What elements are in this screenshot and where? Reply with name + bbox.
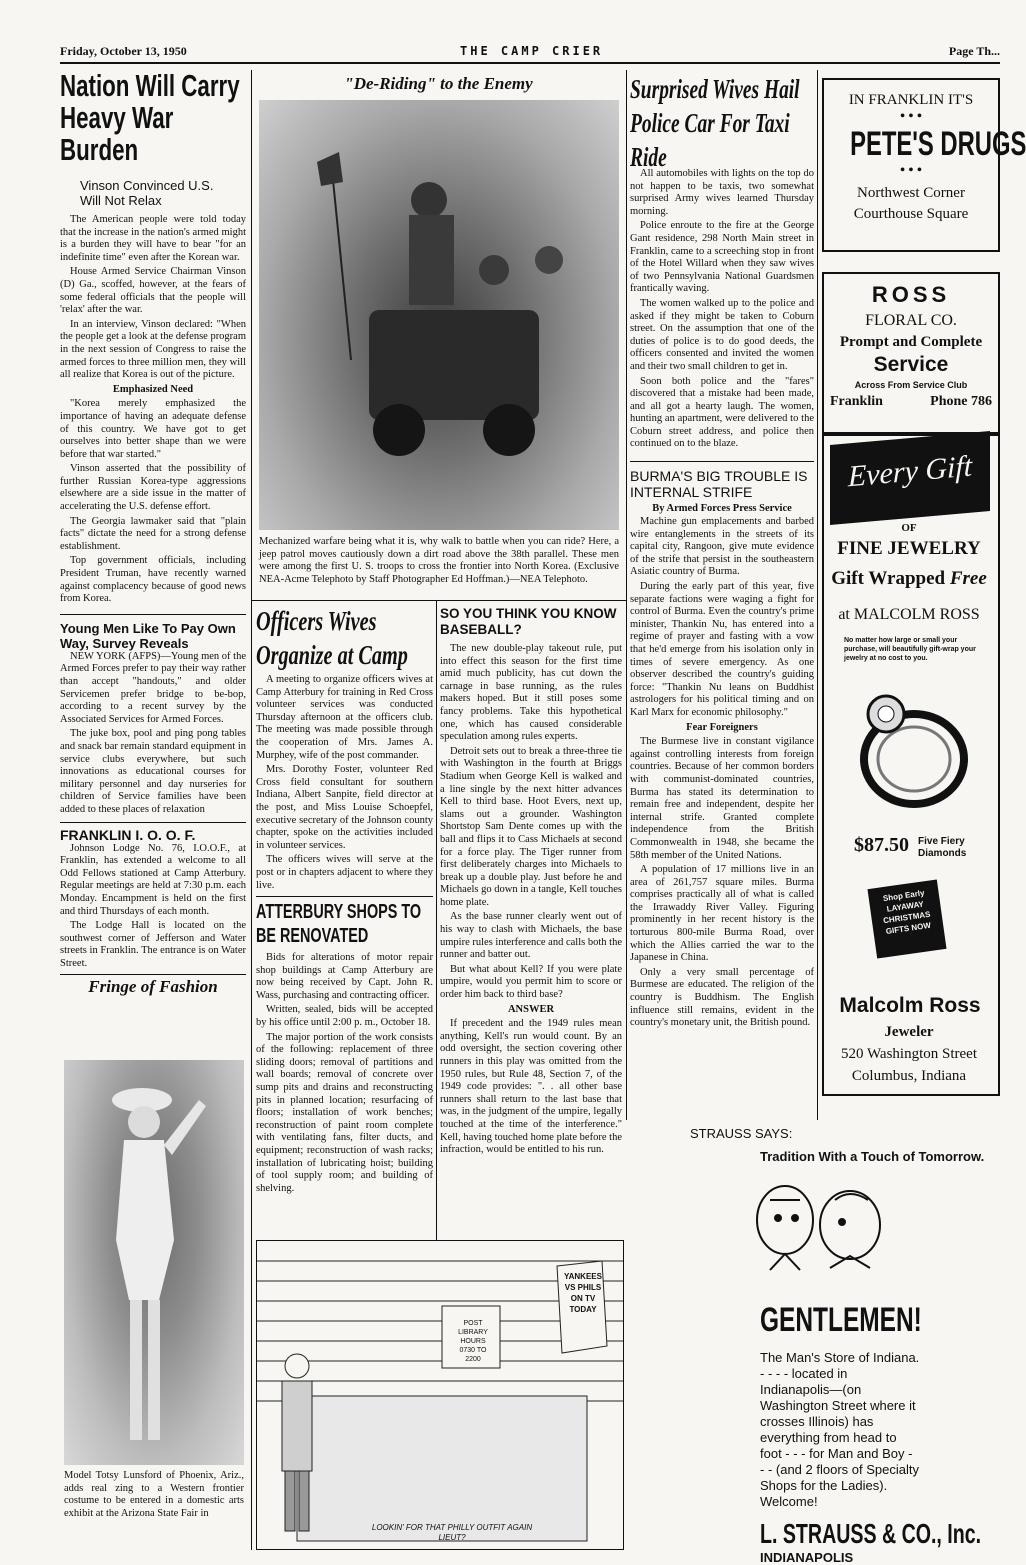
paragraph: Detroit sets out to break a three-three tie with Washington in the fourth at Briggs Stadium when George Kell is walked and a line single by the next hitter advances Kell to third base. Hoot Evers, next up, slams out a grounder. Washington Shortstop Sam Dente comes up with the ball and flips it to Cass Michaels at second for a force play. The Tiger runner from first deliberately charges into Michaels to break up a double play. Just before he and Michaels go down in a tangle, Kell touches home plate. <box>440 745 622 908</box>
subhead-fear-foreigners: Fear Foreigners <box>686 721 758 733</box>
paragraph: All automobiles with lights on the top do not happen to be taxis, two somewhat surprised Army wives learned Thursday morning. <box>630 168 814 217</box>
ross-line2: Prompt and Complete <box>839 334 983 350</box>
paragraph: The new double-play takeout rule, put into effect this season for the first time amid much publicity, has cut down the carnage in base running, as the rules makers hoped. But it still poses some fancy problems. Take this hypothetical one, which has caused considerable speculation among rules experts. <box>440 643 622 743</box>
atterbury-shops-body <box>256 952 433 1195</box>
headline-baseball: SO YOU THINK YOU KNOW BASEBALL? <box>440 606 617 637</box>
paragraph: The American people were told today that the increase in the nation's armed might is a burden they will have to bear "for an indefinite time" even after the Korean war. <box>60 214 246 263</box>
paragraph: "Korea merely emphasized the importance of having an adequate defense of this country. We have got to get ourselves into better shape than we were before that war started." <box>60 398 246 460</box>
malcolm-city: Columbus, Indiana <box>851 1068 967 1084</box>
ross-line1: FLORAL CO. <box>865 312 957 329</box>
malcolm-gift-wrapped: Gift Wrapped <box>831 568 946 589</box>
paragraph: The Georgia lawmaker said that "plain facts" dictate the need for a strong defense establishment. <box>60 515 246 552</box>
jeep-patrol-photo <box>259 100 619 530</box>
paragraph: The juke box, pool and ping pong tables and snack bar remain standard equipment in service clubs everywhere, but such innovations as educational courses for military personnel and day nurseries for children of Service families have been added to these places of relaxation <box>60 728 246 815</box>
paragraph: A meeting to organize officers wives at Camp Atterbury for training in Red Cross volunteer services was conducted Thursday afternoon at the officers club. The meeting was made possible through the cooperation of Mrs. James A. Murphey, wife of the post commander. <box>256 674 433 761</box>
malcolm-free: Free <box>949 568 987 589</box>
jeep-photo-caption: Mechanized warfare being what it is, why walk to battle when you can ride? Here, a jeep patrol moves cautiously down a dirt road above the 38th parallel. These men were among the first U. S. troops to cross the frontier into North Korea. (Exclusive NEA-Acme Telephoto by Staff Photographer Ed Hoffman.)—NEA Telephoto. <box>259 536 619 585</box>
masthead-rule <box>60 62 1000 64</box>
paragraph: During the early part of this year, five separate factions were waging a fight for control of Burma. Even the country's prime minister, Thankin Nu, has entered into a regime of prayer and fasting with a vow that he'd emerge from his isolation only in times of severe emergency. As one observer described the country's guiding force: "Thankin Nu leans on Buddhist astrologers for his political timing and on Karl Marx for economic philosophy." <box>630 581 814 718</box>
column-divider <box>436 600 437 1240</box>
baseball-body <box>440 643 622 1157</box>
malcolm-address: 520 Washington Street <box>840 1046 977 1062</box>
paragraph: The major portion of the work consists of the following: replacement of three sliding doors; removal of partitions and wall boards; removal of concrete over sump pits and drains and reconstructing pits in planned location; resurfacing of floors; installation of work benches; reconstruction of paint room complete with ventilating fans, filter ducts, and equipment; reconstruction of wash racks; installation of lubricating hoist; building of tool supply room; and building of shelving. <box>256 1031 433 1194</box>
paragraph: Bids for alterations of motor repair shop buildings at Camp Atterbury are now being received by Capt. John R. Wass, purchasing and contracting officer. <box>256 952 433 1001</box>
paragraph: The officers wives will serve at the post or in chapters adjacent to where they live. <box>256 854 433 891</box>
headline-surprised-wives: Surprised Wives Hail Police Car For Taxi Ride <box>630 74 800 172</box>
strauss-gentlemen-illustration <box>740 1170 900 1320</box>
article-surprised-wives <box>630 168 814 451</box>
every-gift-banner <box>830 431 990 525</box>
strauss-headline: GENTLEMEN! <box>760 1301 922 1339</box>
photo-title: "De-Riding" to the Enemy <box>344 74 533 93</box>
article-young-men <box>60 651 246 817</box>
ad-malcolm-ross <box>822 432 1000 1096</box>
gift-wrapped-line <box>824 568 994 590</box>
petes-name: PETE'S DRUGS <box>850 125 1026 163</box>
divider <box>252 600 626 601</box>
divider <box>60 822 246 823</box>
strauss-copy <box>760 1300 995 1565</box>
headline-atterbury-shops: ATTERBURY SHOPS TO BE RENOVATED <box>256 901 422 948</box>
ross-name: ROSS <box>871 282 951 307</box>
paragraph: Police enroute to the fire at the George Gant residence, 298 North Main street in Franklin, came to a screeching stop in front of the Hotel Willard when they saw wives of two Pennsylvania National Guardsmen frantically waving. <box>630 220 814 295</box>
paragraph: But what about Kell? If you were plate umpire, would you permit him to score or order him back to third base? <box>440 963 622 1001</box>
fashion-model-figure <box>64 1060 244 1465</box>
paragraph: Vinson asserted that the possibility of further Russian Korea-type aggressions elsewhere are a side issue in the matter of accelerating the U.S. defense effort. <box>60 463 246 513</box>
divider <box>256 896 433 897</box>
malcolm-price: $87.50 <box>854 834 909 856</box>
article-officers-wives <box>256 604 433 1197</box>
headline-young-men: Young Men Like To Pay Own Way, Survey Reveals <box>60 620 236 651</box>
ross-line4: Across From Service Club <box>854 380 968 390</box>
divider <box>60 614 246 615</box>
page-number: Page Th... <box>948 44 1000 58</box>
headline-war-burden: Nation Will Carry Heavy War Burden <box>60 68 240 167</box>
officers-wives-body <box>256 674 433 892</box>
fashion-photo <box>64 1060 244 1465</box>
petes-line1: IN FRANKLIN IT'S <box>848 92 974 108</box>
column-divider <box>626 70 627 1120</box>
headline-burma: BURMA'S BIG TROUBLE IS INTERNAL STRIFE <box>630 468 808 501</box>
ad-petes-drugs <box>822 78 1026 252</box>
paragraph: Mrs. Dorothy Foster, volunteer Red Cross field consultant for southern Indiana, Albert Sanpite, field director at the post, and Miss Louise Schoepfel, executive secretary of the Johnson county chapter, spoke on the activities included in volunteer services. <box>256 764 433 851</box>
paragraph: The Burmese live in constant vigilance against controlling interests from foreign countries. Because of her common borders with communist-dominated countries, Burma has stated its determination to remain free and independent, despite her internal strife. Granted complete independence from the British Commonwealth in 1948, she became the 58th member of the United Nations. <box>630 736 814 861</box>
strauss-city: INDIANAPOLIS <box>760 1550 854 1565</box>
diamond-ring-icon <box>854 679 974 819</box>
tv-sign: YANKEES VS PHILS ON TV TODAY <box>564 1272 602 1314</box>
paragraph: House Armed Service Chairman Vinson (D) Ga., scoffed, however, at the fears of some federal officials that the people will 'relax' after the war. <box>60 266 246 316</box>
every-gift-text: Every Gift <box>847 449 973 494</box>
column-divider <box>817 70 818 1120</box>
paragraph: A population of 17 millions live in an area of 261,757 square miles. Burma comprises practically all of what is called the Irrawaddy River Valley. Figuring prominently in her recent history is the torturous 800-mile Burma Road, over which the Allies carried the war to the Japanese in China. <box>630 864 814 964</box>
petes-dots: • • • <box>900 109 922 124</box>
malcolm-price-note: Five Fiery Diamonds <box>918 836 967 859</box>
burma-byline: By Armed Forces Press Service <box>652 503 792 515</box>
malcolm-line1: FINE JEWELRY <box>837 538 981 559</box>
cartoon-caption: LOOKIN' FOR THAT PHILLY OUTFIT AGAIN LIEUT? <box>371 1523 533 1542</box>
article-burma <box>630 516 814 1030</box>
headline-fringe-fashion: Fringe of Fashion <box>88 977 218 997</box>
malcolm-name: Malcolm Ross <box>839 994 981 1017</box>
article-war-burden <box>60 214 246 606</box>
paragraph: Machine gun emplacements and barbed wire entanglements in the streets of its capital city, Rangoon, give mute evidence of the strife that persist in the southeastern Asiatic country of Burma. <box>630 516 814 578</box>
article-ioof <box>60 843 246 971</box>
article-baseball <box>440 606 622 1159</box>
issue-date: Friday, October 13, 1950 <box>60 44 187 58</box>
column-divider <box>251 70 252 1550</box>
subhead-emphasized-need: Emphasized Need <box>112 383 194 395</box>
column-1 <box>60 70 246 997</box>
paragraph: Soon both police and the "fares" discovered that a mistake had been made, and all got a hearty laugh. The women, hunting an apartment, were delivered to the Coburn street address, and police then continued on to the blaze. <box>630 375 814 450</box>
strauss-body: The Man's Store of Indiana. - - - - located in Indianapolis—(on Washington Street where it crosses Illinois) has everything from head to foot - - - for Man and Boy - - - (and 2 floors of Specialty Shops for the Ladies). Welcome! <box>760 1350 920 1509</box>
divider <box>60 974 246 975</box>
ad-strauss <box>690 1126 990 1164</box>
headline-officers-wives: Officers Wives Organize at Camp <box>256 606 408 670</box>
strauss-name: L. STRAUSS & CO., Inc. <box>760 1518 982 1549</box>
paragraph: The women walked up to the police and asked if they might be taken to Coburn street. On the assumption that one of the duties of police is to do good deeds, the officers consented and invited the women and their two small children to get in. <box>630 297 814 372</box>
paragraph: Johnson Lodge No. 76, I.O.O.F., at Franklin, has extended a welcome to all Odd Fellows stationed at Camp Atterbury. Regular meetings are held at 7:30 p.m. each Monday. Encampment is held on the first and third Thursdays of each month. <box>60 842 246 917</box>
petes-dots: • • • <box>900 163 922 178</box>
cartoon-panel <box>256 1240 624 1550</box>
petes-line2: Northwest Corner <box>857 185 965 201</box>
fashion-caption: Model Totsy Lunsford of Phoenix, Ariz., adds real zing to a Western frontier costume to be entered in a domestic arts exhibit at the Arizona State Fair in <box>64 1470 244 1519</box>
divider <box>630 461 814 462</box>
malcolm-jeweler: Jeweler <box>884 1024 934 1040</box>
headline-ioof: FRANKLIN I. O. O. F. <box>60 826 196 843</box>
deck-vinson: Vinson Convinced U.S. Will Not Relax <box>80 178 214 208</box>
ross-city: Franklin <box>830 394 883 409</box>
petes-line3: Courthouse Square <box>853 206 969 222</box>
malcolm-small-print: No matter how large or small your purchase, will beautifully gift-wrap your jewelry at no cost to you. <box>844 637 976 662</box>
library-sign: POST LIBRARY HOURS 0730 TO 2200 <box>458 1320 488 1363</box>
malcolm-layaway-badge: Shop Early LAYAWAY CHRISTMAS GIFTS NOW <box>867 879 946 958</box>
ad-ross-floral <box>822 272 1000 436</box>
malcolm-of: OF <box>901 522 917 534</box>
paragraph: Only a very small percentage of Burmese are educated. The religion of the country is Buddhism. The English influence still remains, evident in the country's monetary unit, the British pound. <box>630 966 814 1029</box>
jeep-patrol-figure <box>259 100 619 530</box>
strauss-tagline: Tradition With a Touch of Tomorrow. <box>760 1149 985 1164</box>
malcolm-line3: at MALCOLM ROSS <box>838 606 980 623</box>
column-3 <box>630 72 814 1032</box>
paragraph: Written, sealed, bids will be accepted by his office until 2:00 p. m., October 18. <box>256 1004 433 1029</box>
ross-contact <box>824 394 998 410</box>
paragraph: Top government officials, including President Truman, have recently warned against complacency because of good news from Korea. <box>60 555 246 605</box>
paragraph: The Lodge Hall is located on the southwest corner of Jefferson and Water streets in Franklin. The entrance is on Water Street. <box>60 920 246 969</box>
paper-name: THE CAMP CRIER <box>460 44 604 58</box>
paragraph: If precedent and the 1949 rules mean anything, Kell's run would count. By an odd oversight, the section covering other runners in this play was omitted from the 1950 rules, but Rule 48, Section 7, of the 1949 code provides: ". . all other base runners shall return to the last base that was, in the judgment of the umpire, legally touched at the time of the interference." Kell, having touched home plate before the infraction, would be entitled to his run. <box>440 1018 622 1156</box>
paragraph: NEW YORK (AFPS)—Young men of the Armed Forces prefer to pay their way rather than accept "handouts," and older Servicemen prefer bridge to be-bop, according to a recent survey by the Associated Services for Armed Forces. <box>60 650 246 725</box>
ross-phone: Phone 786 <box>930 394 992 409</box>
strauss-says: STRAUSS SAYS: <box>690 1126 793 1141</box>
subhead-answer: ANSWER <box>507 1003 555 1015</box>
ross-line3: Service <box>873 353 949 376</box>
paragraph: In an interview, Vinson declared: "When the people get a look at the defense program in the next session of Congress to raise the armed forces to three million men, they will all realize that Korea is out of the picture. <box>60 318 247 381</box>
paragraph: As the base runner clearly went out of his way to clash with Michaels, the base umpire rules interference and calls both the runner and batter out. <box>440 911 622 961</box>
